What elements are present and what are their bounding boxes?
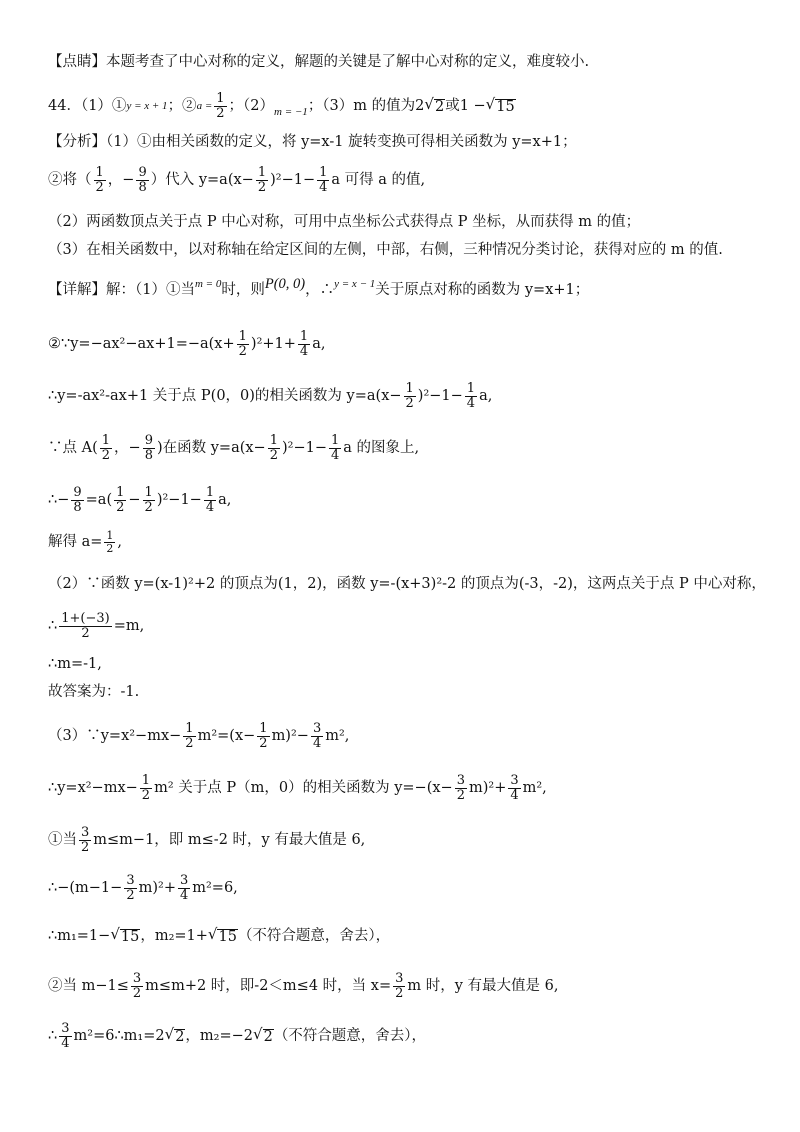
text: 2 (415, 98, 425, 115)
detail-line-13 (48, 874, 770, 902)
text: m≤m+2 时，即-2＜m≤4 时，当 x= (145, 978, 392, 995)
text: y = x − 1 (334, 278, 376, 290)
text: 1 − (459, 98, 486, 115)
detail-line-3 (48, 382, 770, 410)
text: 或 (445, 98, 460, 115)
text: a 可得 a 的值, (331, 172, 426, 189)
analysis-text: 【分析】（1）①由相关函数的定义，将 y=x-1 旋转变换可得相关函数为 y=x+1； (48, 134, 577, 150)
text: P(0, 0) (264, 276, 306, 292)
text: )²−1− (282, 440, 327, 457)
fraction: $\frac{3}{2}$ (456, 773, 465, 803)
text: m)²+ (138, 880, 176, 897)
fraction: $\frac{1}{4}$ (299, 329, 309, 359)
fraction: $\frac{1}{4}$ (466, 381, 476, 411)
text: m = 0 (194, 278, 222, 290)
text: ∴− (48, 492, 70, 509)
text: 时，则 (221, 282, 265, 298)
text: =m, (113, 618, 145, 635)
text: ，m₂=−2 (185, 1028, 254, 1045)
detail-heading: 【详解】解：（1）①当 (48, 282, 195, 298)
text: ，− (107, 172, 135, 189)
detail-line-4 (48, 434, 770, 462)
sqrt: √ 2 (164, 1024, 185, 1045)
answer-conclusion (48, 682, 770, 702)
text: ①当 (48, 832, 77, 849)
analysis-line-4 (48, 240, 770, 260)
text: )²−1− (156, 492, 202, 509)
sqrt: √ 2 (253, 1024, 273, 1045)
text: ②∵y=−ax²−ax+1=−a(x+ (48, 336, 235, 353)
text: , (117, 534, 123, 551)
fraction: $\frac{3}{2}$ (132, 971, 142, 1001)
text: m², (522, 780, 547, 797)
text: m²=6∴m₁=2 (73, 1028, 165, 1045)
detail-line (48, 276, 770, 300)
text: （不符合题意，舍去）， (237, 928, 391, 944)
text: m² 关于点 P（m，0）的相关函数为 y=−(x− (154, 780, 453, 797)
sqrt: √ 15 (110, 924, 140, 945)
detail-line-2 (48, 330, 770, 358)
detail-line-11 (48, 774, 770, 802)
detail-line-6 (48, 530, 770, 554)
fraction: $\frac{1}{2}$ (269, 433, 278, 463)
fraction: $\frac{3}{2}$ (395, 971, 404, 1001)
text: ∴ (48, 618, 58, 635)
text: )在函数 y=a(x− (156, 440, 266, 457)
text: ，− (114, 440, 141, 457)
fraction: $\frac{1}{2}$ (95, 165, 104, 195)
text: （2）两函数顶点关于点 P 中心对称，可用中点坐标公式获得点 P 坐标，从而获得 m 的值； (48, 214, 641, 230)
analysis-line (48, 132, 770, 152)
fraction: $\frac{1}{2}$ (238, 329, 247, 359)
fraction: $\frac{3}{2}$ (81, 825, 90, 855)
text: （2）∵函数 y=(x-1)²+2 的顶点为(1，2)，函数 y=-(x+3)²-2 的顶点为(-3，-2)，这两点关于点 P 中心对称， (48, 576, 766, 592)
text: a, (479, 388, 493, 405)
text: ，∴ (305, 282, 335, 298)
text: （不符合题意，舍去）， (273, 1028, 427, 1045)
text: a 的图象上, (343, 440, 420, 457)
fraction: $\frac{1}{2}$ (185, 721, 194, 751)
fraction: $\frac{1}{2}$ (101, 433, 111, 463)
text: )²−1− (417, 388, 463, 405)
text: )²−1− (270, 172, 316, 189)
text: 关于原点对称的函数为 y=x+1； (375, 282, 590, 298)
answer-3-expr: m = −1 (274, 106, 308, 119)
text: （3）∵y=x²−mx− (48, 728, 182, 745)
text: m≤m−1，即 m≤-2 时，y 有最大值是 6, (93, 832, 366, 849)
fraction: $\frac{1}{4}$ (205, 485, 215, 515)
text: m)²− (271, 728, 309, 745)
text: − (128, 492, 141, 509)
text: )²+1+ (250, 336, 296, 353)
text: a, (312, 336, 326, 353)
fraction: $\frac{9}{8}$ (138, 165, 147, 195)
text: m²=6, (192, 880, 238, 897)
fraction: $\frac{1}{2}$ (144, 485, 153, 515)
text: m², (325, 728, 350, 745)
text: m 时，y 有最大值是 6, (407, 978, 559, 995)
fraction: $\frac{9}{8}$ (73, 485, 82, 515)
text: ∴y=-ax²-ax+1 关于点 P(0，0)的相关函数为 y=a(x− (48, 388, 402, 405)
fraction: $\frac{1}{2}$ (216, 91, 225, 121)
text: （3）在相关函数中，以对称轴在给定区间的左侧，中部，右侧，三种情况分类讨论，获得对应的 m 的值. (48, 242, 723, 258)
answer-number: 44．（1）① (48, 98, 127, 115)
sqrt: √ 15 (207, 924, 237, 945)
text: m²=(x− (197, 728, 256, 745)
detail-line-8 (48, 612, 770, 640)
detail-line-15 (48, 972, 770, 1000)
fraction: $\frac{1}{2}$ (259, 721, 268, 751)
analysis-line-3 (48, 212, 770, 232)
text: ，m₂=1+ (140, 928, 208, 944)
detail-line-10 (48, 722, 770, 750)
fraction: $\frac{3}{4}$ (179, 873, 189, 903)
text: ；② (167, 98, 197, 115)
fraction: $\frac{1}{2}$ (257, 165, 267, 195)
text: ∵点 A( (48, 440, 98, 457)
fraction: $\frac{1}{2}$ (405, 381, 414, 411)
text: ∴y=x²−mx− (48, 780, 138, 797)
text: 故答案为：-1. (48, 684, 140, 700)
fraction: $\frac{1+(-3)}{2}$ (61, 611, 110, 641)
fraction: $\frac{3}{2}$ (126, 873, 135, 903)
text: ②将（ (48, 172, 92, 189)
key-point-text: 【点睛】本题考查了中心对称的定义，解题的关键是了解中心对称的定义，难度较小. (48, 54, 590, 70)
text: ∴−(m−1− (48, 880, 123, 897)
detail-line-5 (48, 486, 770, 514)
analysis-line-2 (48, 166, 770, 194)
answer-1-expr: y = x + 1 (126, 100, 168, 113)
text: ）代入 y=a(x− (150, 172, 254, 189)
fraction: $\frac{1}{2}$ (116, 485, 125, 515)
text: ∴m₁=1− (48, 928, 111, 944)
detail-line-7 (48, 574, 770, 594)
sqrt: √ 15 (485, 94, 515, 115)
text: =a( (85, 492, 113, 509)
answer-line (48, 92, 770, 120)
text: 解得 a= (48, 534, 103, 551)
fraction: $\frac{1}{2}$ (141, 773, 151, 803)
detail-line-14 (48, 926, 770, 946)
fraction: $\frac{1}{2}$ (106, 529, 114, 555)
text: a, (218, 492, 232, 509)
fraction: $\frac{1}{4}$ (331, 433, 340, 463)
text: m)²+ (468, 780, 507, 797)
sqrt: √ 2 (424, 94, 445, 115)
text: ∴ (48, 1028, 58, 1045)
fraction: $\frac{9}{8}$ (144, 433, 153, 463)
detail-line-9 (48, 654, 770, 674)
fraction: $\frac{1}{4}$ (319, 165, 328, 195)
fraction: $\frac{3}{4}$ (510, 773, 519, 803)
detail-line-12 (48, 826, 770, 854)
answer-2-expr: a = (196, 100, 213, 113)
text: ∴m=-1, (48, 656, 102, 672)
text: ；（2） (228, 98, 275, 115)
detail-line-16 (48, 1022, 770, 1050)
fraction: $\frac{3}{4}$ (61, 1021, 70, 1051)
text: ②当 m−1≤ (48, 978, 129, 995)
key-point-line (48, 52, 770, 72)
fraction: $\frac{3}{4}$ (312, 721, 322, 751)
text: ；（3）m 的值为 (307, 98, 416, 115)
